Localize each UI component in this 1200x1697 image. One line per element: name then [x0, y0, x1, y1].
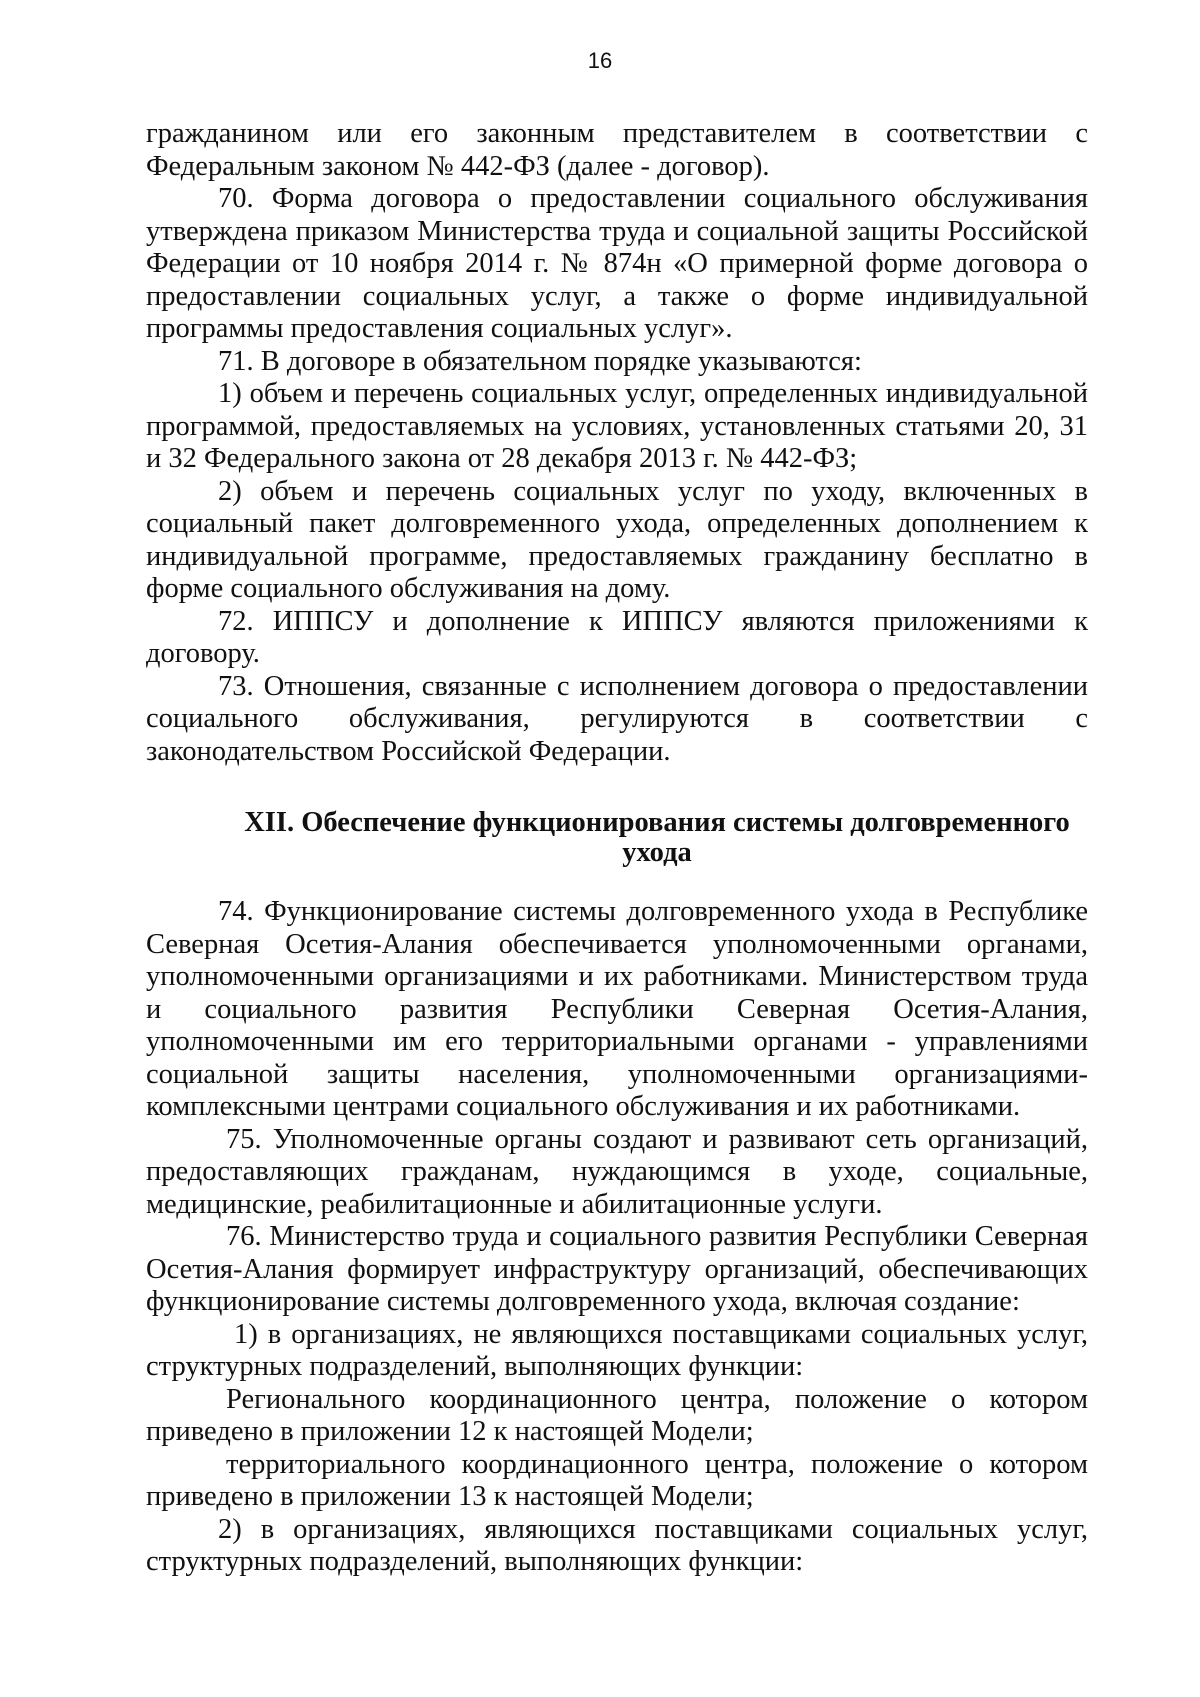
- paragraph: гражданином или его законным представителем в соответствии с Федеральным законом № 442-ФЗ (далее - договор).: [146, 118, 1088, 182]
- document-body: [146, 118, 1088, 1579]
- page-number: 16: [587, 48, 613, 73]
- paragraphs-before-section: [146, 118, 1088, 768]
- paragraph: Регионального координационного центра, положение о котором приведено в приложении 12 к настоящей Модели;: [146, 1383, 1088, 1447]
- paragraph: 1) в организациях, не являющихся поставщиками социальных услуг, структурных подразделений, выполняющих функции:: [146, 1318, 1088, 1382]
- section-heading: XII. Обеспечение функционирования системы долговременного ухода: [244, 807, 1070, 868]
- paragraph: 72. ИППСУ и дополнение к ИППСУ являются приложениями к договору.: [146, 605, 1088, 669]
- paragraphs-after-section: [146, 896, 1088, 1579]
- paragraph: 70. Форма договора о предоставлении социального обслуживания утверждена приказом Министерства труда и социальной защиты Российской Федерации от 10 ноября 2014 г. № 874н «О примерной форме договора о предоставлении социальных услуг, а также о форме индивидуальной программы предоставления социальных услуг».: [146, 183, 1088, 344]
- paragraph: 71. В договоре в обязательном порядке указываются:: [218, 345, 862, 377]
- paragraph: 2) объем и перечень социальных услуг по уходу, включенных в социальный пакет долговременного ухода, определенных дополнением к индивидуальной программе, предоставляемых гражданину бесплатно в форме социального обслуживания на дому.: [146, 475, 1088, 604]
- paragraph: 76. Министерство труда и социального развития Республики Северная Осетия-Алания формирует инфраструктуру организаций, обеспечивающих функционирование системы долговременного ухода, включая создание:: [146, 1221, 1088, 1317]
- paragraph: 1) объем и перечень социальных услуг, определенных индивидуальной программой, предоставляемых на условиях, установленных статьями 20, 31 и 32 Федерального закона от 28 декабря 2013 г. № 442-ФЗ;: [146, 378, 1088, 474]
- paragraph: 2) в организациях, являющихся поставщиками социальных услуг, структурных подразделений, выполняющих функции:: [146, 1513, 1088, 1577]
- paragraph: территориального координационного центра, положение о котором приведено в приложении 13 к настоящей Модели;: [146, 1448, 1088, 1512]
- paragraph: 75. Уполномоченные органы создают и развивают сеть организаций, предоставляющих гражданам, нуждающимся в уходе, социальные, медицинские, реабилитационные и абилитационные услуги.: [146, 1123, 1088, 1220]
- paragraph: 73. Отношения, связанные с исполнением договора о предоставлении социального обслуживания, регулируются в соответствии с законодательством Российской Федерации.: [146, 670, 1088, 767]
- paragraph: 74. Функционирование системы долговременного ухода в Республике Северная Осетия-Алания обеспечивается уполномоченными органами, уполномоченными организациями и их работниками. Министерством труда и социального развития Республики Северная Осетия-Алания, уполномоченными им его территориальными органами - управлениями социальной защиты населения, уполномоченными организациями-комплексными центрами социального обслуживания и их работниками.: [146, 896, 1088, 1122]
